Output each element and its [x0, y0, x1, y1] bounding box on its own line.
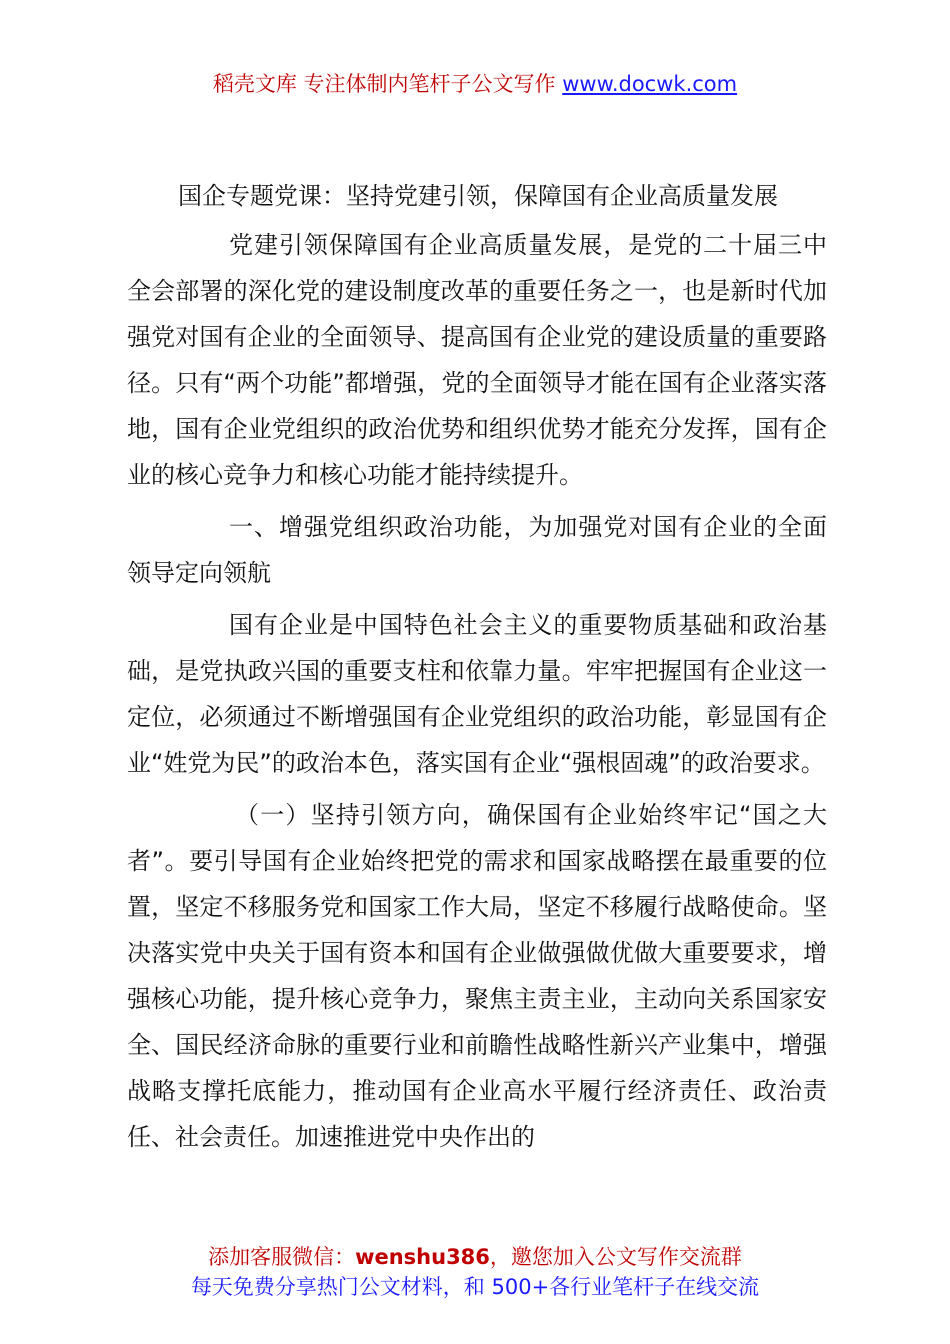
- paragraph-intro: 党建引领保障国有企业高质量发展，是党的二十届三中全会部署的深化党的建设制度改革的重要任务之一，也是新时代加强党对国有企业的全面领导、提高国有企业党的建设质量的重要路径。只有“两个功能”都增强，党的全面领导才能在国有企业落实落地，国有企业党组织的政治优势和组织优势才能充分发挥，国有企业的核心竞争力和核心功能才能持续提升。: [127, 231, 827, 489]
- document-title: 国企专题党课：坚持党建引领，保障国有企业高质量发展: [178, 182, 778, 210]
- wechat-id: wenshu386: [355, 1245, 490, 1269]
- document-body: [127, 222, 827, 1166]
- page-footer: [0, 1242, 950, 1302]
- paragraph-section-1: 国有企业是中国特色社会主义的重要物质基础和政治基础，是党执政兴国的重要支柱和依靠力量。牢牢把握国有企业这一定位，必须通过不断增强国有企业党组织的政治功能，彰显国有企业“姓党为民”的政治本色，落实国有企业“强根固魂”的政治要求。: [127, 611, 827, 777]
- site-link[interactable]: www.docwk.com: [562, 72, 738, 96]
- section-heading-1: 一、增强党组织政治功能，为加强党对国有企业的全面领导定向领航: [127, 513, 827, 587]
- footer-prefix: 添加客服微信：: [208, 1245, 356, 1269]
- footer-promo-line: 每天免费分享热门公文材料，和 500+各行业笔杆子在线交流: [190, 1275, 760, 1299]
- footer-suffix: ，邀您加入公文写作交流群: [489, 1245, 742, 1269]
- page-header: [0, 68, 950, 100]
- subsection-1: （一）坚持引领方向，确保国有企业始终牢记“国之大者”。要引导国有企业始终把党的需求和国家战略摆在最重要的位置，坚定不移服务党和国家工作大局，坚定不移履行战略使命。坚决落实党中央关于国有资本和国有企业做强做优做大重要要求，增强核心功能，提升核心竞争力，聚焦主责主业，主动向关系国家安全、国民经济命脉的重要行业和前瞻性战略性新兴产业集中，增强战略支撑托底能力，推动国有企业高水平履行经济责任、政治责任、社会责任。加速推进党中央作出的: [127, 801, 827, 1151]
- header-slogan: 稻壳文库 专注体制内笔杆子公文写作: [212, 72, 563, 96]
- footer-contact-line: [0, 1242, 950, 1272]
